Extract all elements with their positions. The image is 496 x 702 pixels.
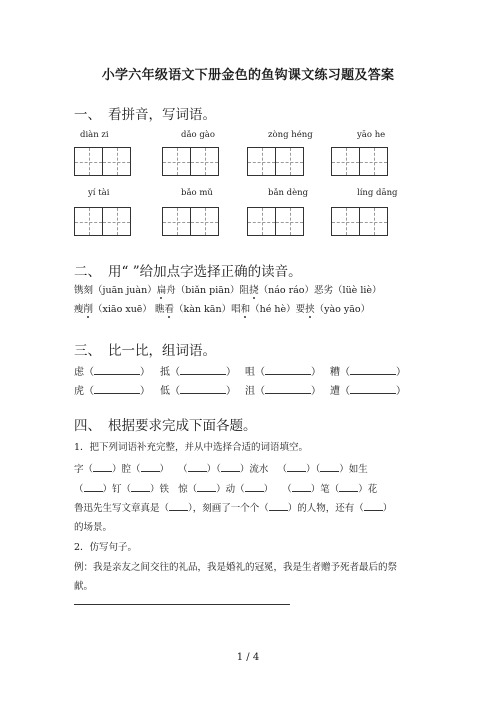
pron-item: （yào yāo） (314, 304, 371, 315)
pron-item: （náo ráo）恶劣（lüè liè） (258, 285, 382, 296)
dotted-char: 挟 (305, 304, 315, 315)
pron-item: （xiāo xuē） 瞧 (93, 304, 165, 315)
example-sentence-end: 献。 (74, 581, 94, 592)
grid-cell[interactable] (74, 147, 103, 176)
grid-cell[interactable] (275, 207, 304, 236)
pronunciation-line-2 (74, 301, 370, 315)
pinyin-label: diàn zi (80, 130, 109, 140)
answer-blank[interactable] (180, 384, 226, 394)
fill-sentence-end: 的场景。 (74, 522, 113, 533)
grid-cell[interactable] (74, 207, 103, 236)
question-1: 1．把下列词语补充完整，并从中选择合适的词语填空。 (74, 442, 309, 453)
dotted-char: 和 (240, 304, 251, 315)
compare-item: 抵（ ） (160, 367, 236, 378)
page-number: 1 / 4 (236, 652, 260, 663)
answer-line[interactable] (74, 604, 290, 605)
dotted-char: 挠 (249, 285, 259, 296)
section-number: 四、 (74, 418, 101, 434)
section-1-heading (74, 103, 216, 123)
pron-item: 镌刻（juān juàn） (74, 285, 157, 296)
answer-blank[interactable] (269, 501, 288, 511)
writing-grid[interactable] (247, 147, 303, 176)
compare-item: 遭（ ） (330, 386, 406, 397)
pinyin-label: yāo he (357, 130, 386, 140)
section-2-heading (74, 260, 302, 280)
compare-item: 沮（ ） (245, 386, 321, 397)
answer-blank[interactable] (350, 384, 396, 394)
idiom-line-1: 字（ ）腔（ ） （ ）（ ）流水 （ ）（ ）如生 (74, 464, 368, 475)
pron-item: （hé hè）要 (250, 304, 306, 315)
section-3-heading (74, 339, 216, 359)
pinyin-label: bǎn dèng (268, 188, 309, 198)
pinyin-label: líng dāng (357, 188, 398, 198)
writing-grid[interactable] (162, 147, 218, 176)
grid-cell[interactable] (190, 207, 219, 236)
section-label: 比一比，组词语。 (108, 343, 216, 359)
section-label: 根据要求完成下面各题。 (108, 418, 257, 434)
grid-cell[interactable] (331, 147, 360, 176)
answer-blank[interactable] (245, 482, 264, 492)
grid-cell[interactable] (359, 147, 388, 176)
answer-blank[interactable] (197, 482, 216, 492)
dotted-char: 看 (164, 304, 174, 315)
answer-blank[interactable] (84, 482, 103, 492)
grid-cell[interactable] (275, 147, 304, 176)
pron-item: （kàn kān）唱 (173, 304, 241, 315)
answer-blank[interactable] (180, 365, 226, 375)
grid-cell[interactable] (162, 147, 191, 176)
section-label: 看拼音，写词语。 (108, 107, 216, 123)
dotted-char: 削 (83, 304, 94, 315)
writing-grid[interactable] (331, 147, 387, 176)
section-number: 二、 (74, 264, 101, 280)
writing-grid[interactable] (74, 207, 130, 236)
answer-blank[interactable] (320, 462, 339, 472)
pinyin-label: bǎo mǔ (181, 188, 213, 198)
grid-cell[interactable] (102, 147, 131, 176)
answer-blank[interactable] (93, 462, 112, 472)
page-title: 小学六年级语文下册金色的鱼钩课文练习题及答案 (101, 68, 395, 83)
grid-cell[interactable] (190, 147, 219, 176)
writing-grid[interactable] (331, 207, 387, 236)
answer-blank[interactable] (265, 365, 311, 375)
compare-item: 虎（ ） (74, 386, 150, 397)
pinyin-label: yí tài (88, 188, 110, 198)
example-sentence: 例：我是亲友之间交往的礼品，我是婚礼的冠冕，我是生者赠予死者最后的祭 (74, 562, 398, 573)
answer-blank[interactable] (221, 462, 240, 472)
pron-item: 舟（biǎn piān）阻 (166, 285, 250, 296)
dotted-char: 扁 (156, 285, 167, 296)
idiom-line-2: （ ）钉（ ）铁 惊（ ）动（ ） （ ）笔（ ）花 (74, 484, 378, 495)
section-4-heading (74, 414, 257, 434)
answer-blank[interactable] (188, 462, 207, 472)
answer-blank[interactable] (364, 501, 383, 511)
answer-blank[interactable] (94, 365, 140, 375)
grid-cell[interactable] (247, 147, 276, 176)
writing-grid[interactable] (162, 207, 218, 236)
answer-blank[interactable] (292, 482, 311, 492)
answer-blank[interactable] (141, 462, 160, 472)
answer-blank[interactable] (339, 482, 358, 492)
grid-cell[interactable] (359, 207, 388, 236)
pron-item: 瘦 (74, 304, 84, 315)
answer-blank[interactable] (265, 384, 311, 394)
pinyin-label: zòng héng (268, 130, 313, 140)
section-number: 一、 (74, 107, 101, 123)
fill-sentence: 鲁迅先生写文章真是（ ），刻画了一个个（ ）的人物，还有（ ） (74, 503, 393, 514)
compare-item: 糟（ ） (330, 367, 406, 378)
compare-item: 虑（ ） (74, 367, 150, 378)
section-number: 三、 (74, 343, 101, 359)
pronunciation-line-1 (74, 282, 382, 296)
writing-grid[interactable] (74, 147, 130, 176)
answer-blank[interactable] (94, 384, 140, 394)
question-2: 2．仿写句子。 (74, 542, 138, 553)
writing-grid[interactable] (247, 207, 303, 236)
grid-cell[interactable] (331, 207, 360, 236)
answer-blank[interactable] (350, 365, 396, 375)
section-label: 用“ ”给加点字选择正确的读音。 (108, 264, 302, 280)
grid-cell[interactable] (247, 207, 276, 236)
answer-blank[interactable] (131, 482, 150, 492)
grid-cell[interactable] (102, 207, 131, 236)
answer-blank[interactable] (169, 501, 188, 511)
pinyin-label: dǎo gào (181, 130, 215, 140)
compare-item: 咀（ ） (245, 367, 321, 378)
compare-item: 低（ ） (160, 386, 236, 397)
answer-blank[interactable] (287, 462, 306, 472)
grid-cell[interactable] (162, 207, 191, 236)
